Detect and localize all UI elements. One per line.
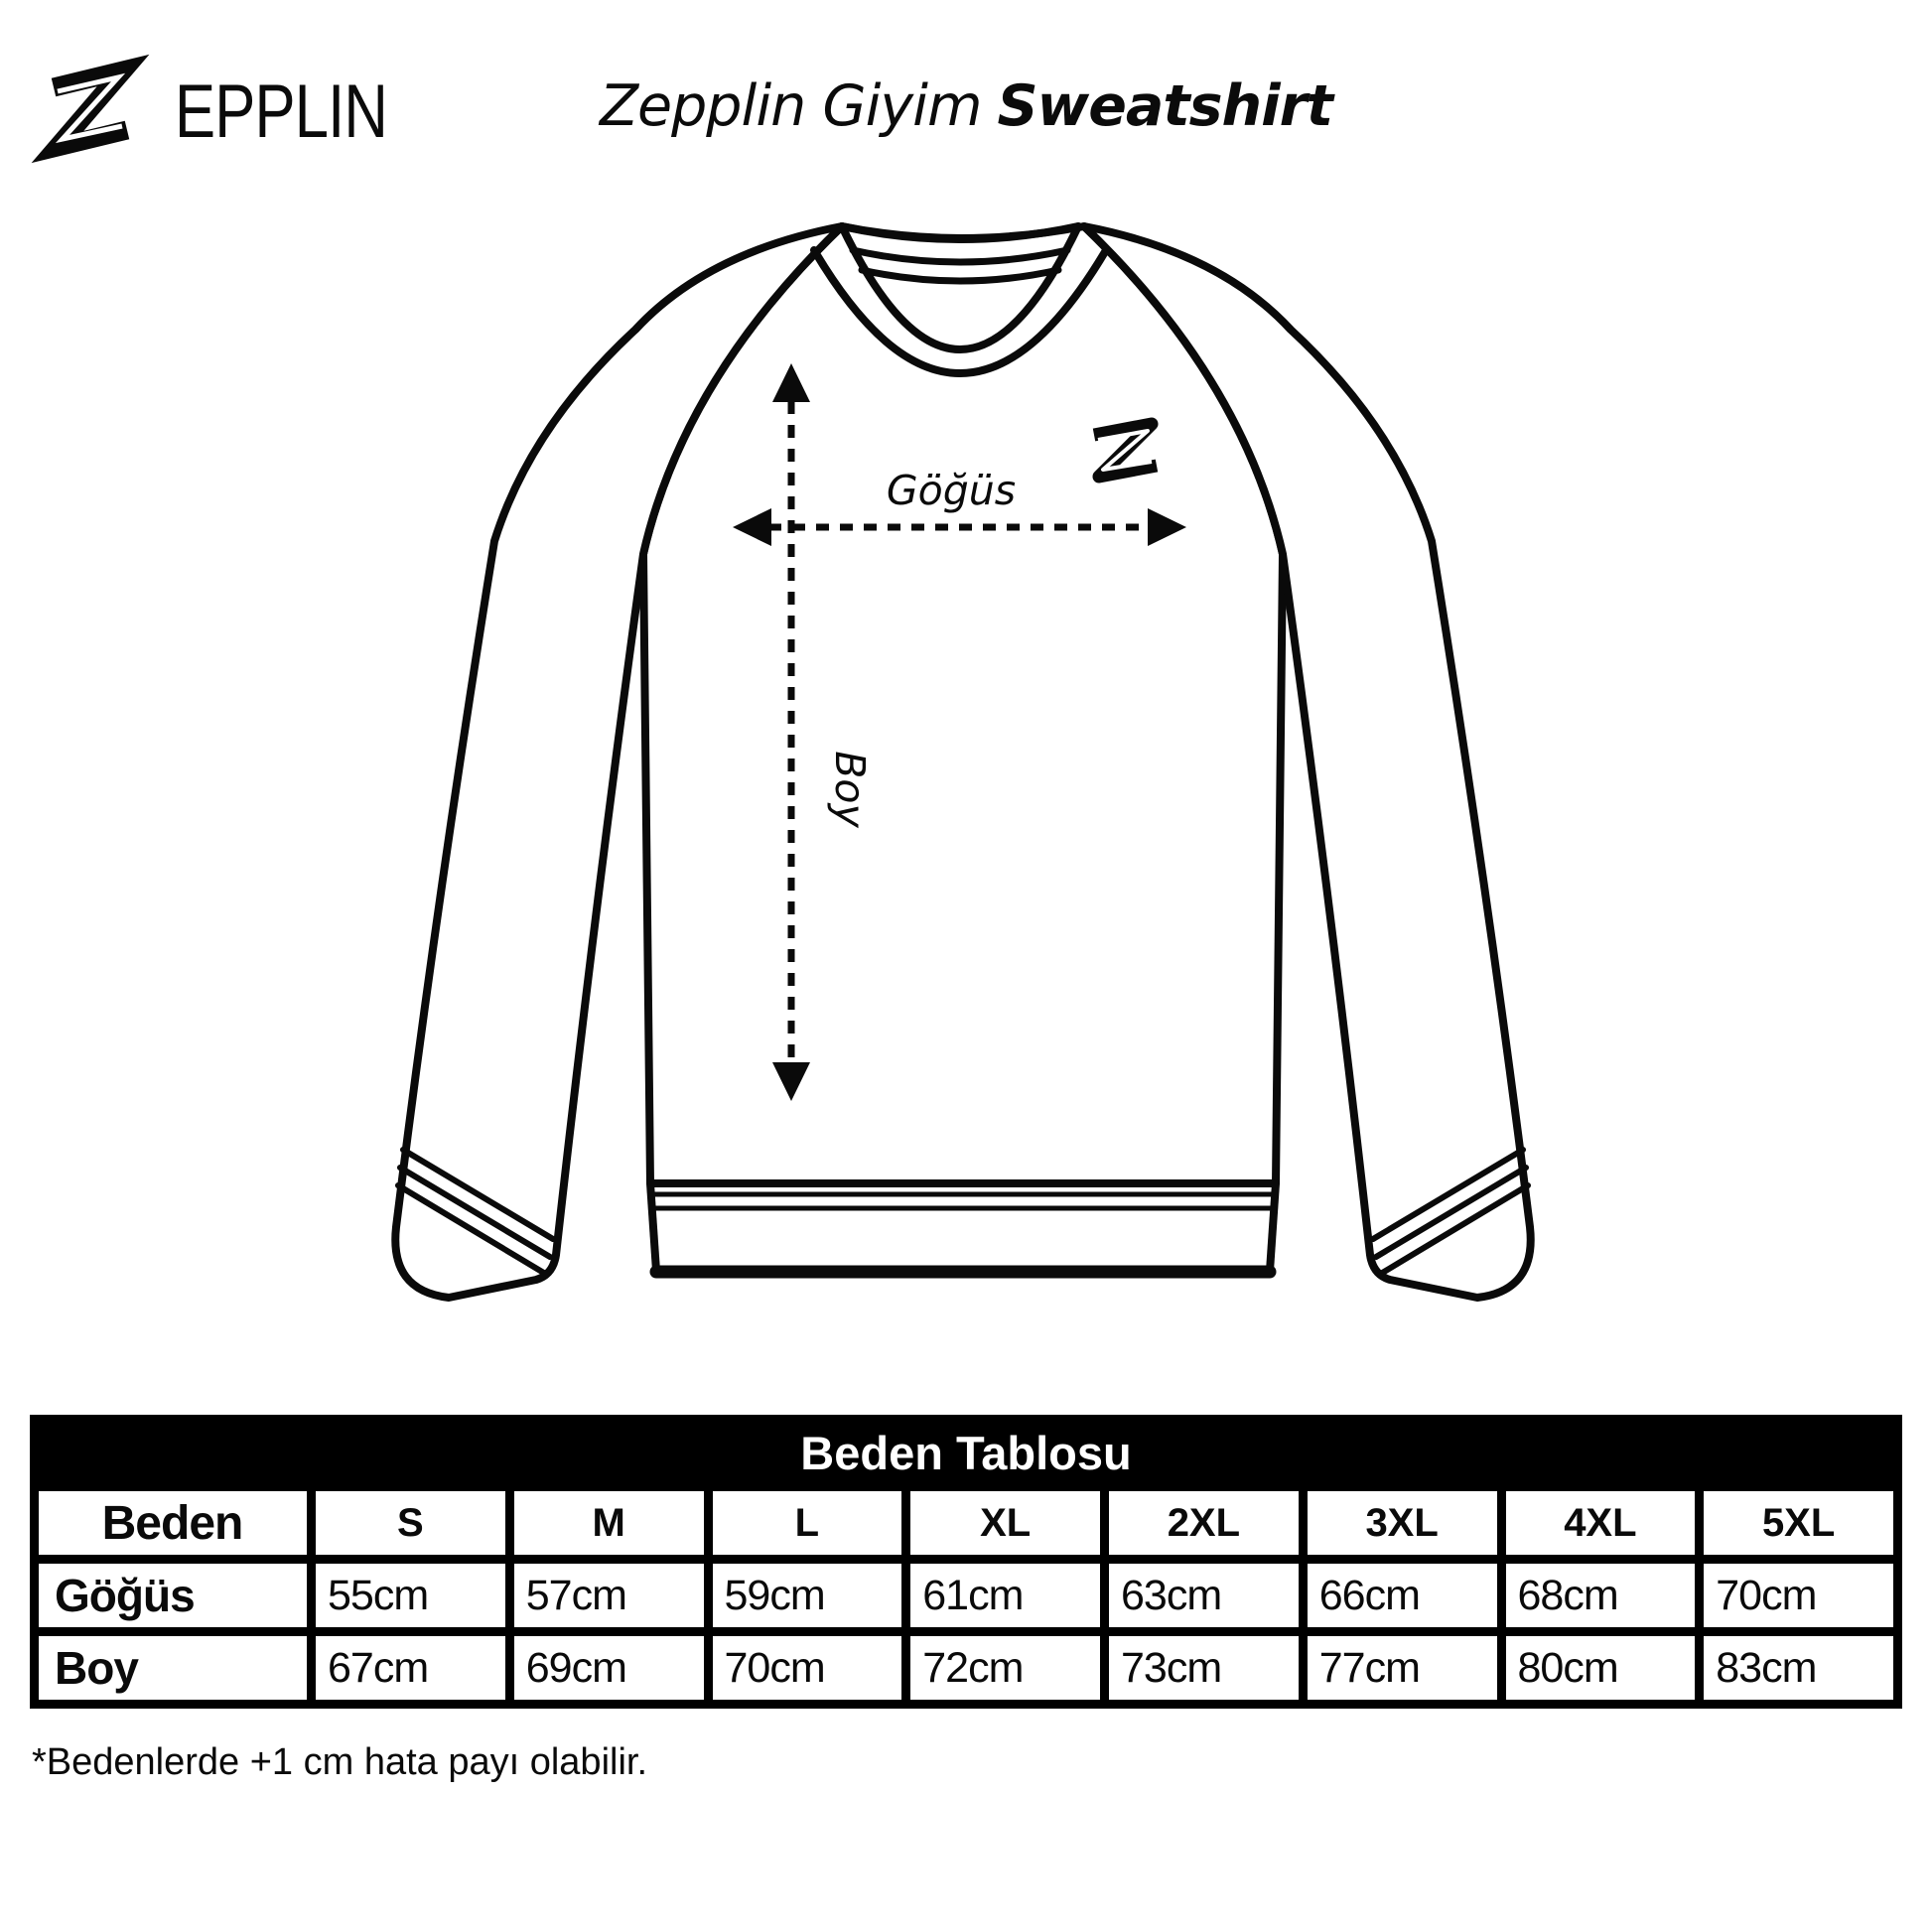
chest-value: 68cm (1506, 1564, 1696, 1627)
sweatshirt-drawing (395, 226, 1530, 1298)
length-value: 77cm (1308, 1636, 1497, 1700)
chest-measure-label: Göğüs (886, 467, 1017, 514)
title-brand-part: Zepplin Giyim (600, 73, 982, 139)
chest-value: 66cm (1308, 1564, 1497, 1627)
size-col-5xl: 5XL (1704, 1491, 1893, 1555)
chest-row-label: Göğüs (39, 1564, 307, 1627)
length-measure-label: Boy (826, 751, 874, 828)
chest-value: 59cm (713, 1564, 902, 1627)
hem-band (650, 1183, 1276, 1272)
page-title (0, 73, 1932, 139)
length-row-label: Boy (39, 1636, 307, 1700)
chest-value: 61cm (910, 1564, 1100, 1627)
size-grid (30, 1482, 1902, 1709)
size-table (30, 1415, 1902, 1709)
length-value: 67cm (316, 1636, 505, 1700)
chest-row (39, 1564, 1893, 1627)
length-value: 73cm (1109, 1636, 1299, 1700)
size-col-2xl: 2XL (1109, 1491, 1299, 1555)
size-col-s: S (316, 1491, 505, 1555)
length-value: 70cm (713, 1636, 902, 1700)
length-value: 80cm (1506, 1636, 1696, 1700)
size-col-4xl: 4XL (1506, 1491, 1696, 1555)
length-value: 83cm (1704, 1636, 1893, 1700)
footnote: *Bedenlerde +1 cm hata payı olabilir. (32, 1741, 648, 1783)
length-row (39, 1636, 1893, 1700)
length-value: 69cm (514, 1636, 704, 1700)
chest-value: 57cm (514, 1564, 704, 1627)
chest-value: 55cm (316, 1564, 505, 1627)
chest-value: 63cm (1109, 1564, 1299, 1627)
size-header-row (39, 1491, 1893, 1555)
brand-logo-text: EPPLIN (175, 68, 388, 154)
size-header-label: Beden (39, 1491, 307, 1555)
length-value: 72cm (910, 1636, 1100, 1700)
size-col-3xl: 3XL (1308, 1491, 1497, 1555)
size-col-m: M (514, 1491, 704, 1555)
chest-value: 70cm (1704, 1564, 1893, 1627)
title-product-part: Sweatshirt (997, 73, 1332, 139)
size-table-title: Beden Tablosu (800, 1427, 1132, 1479)
size-col-l: L (713, 1491, 902, 1555)
size-col-xl: XL (910, 1491, 1100, 1555)
